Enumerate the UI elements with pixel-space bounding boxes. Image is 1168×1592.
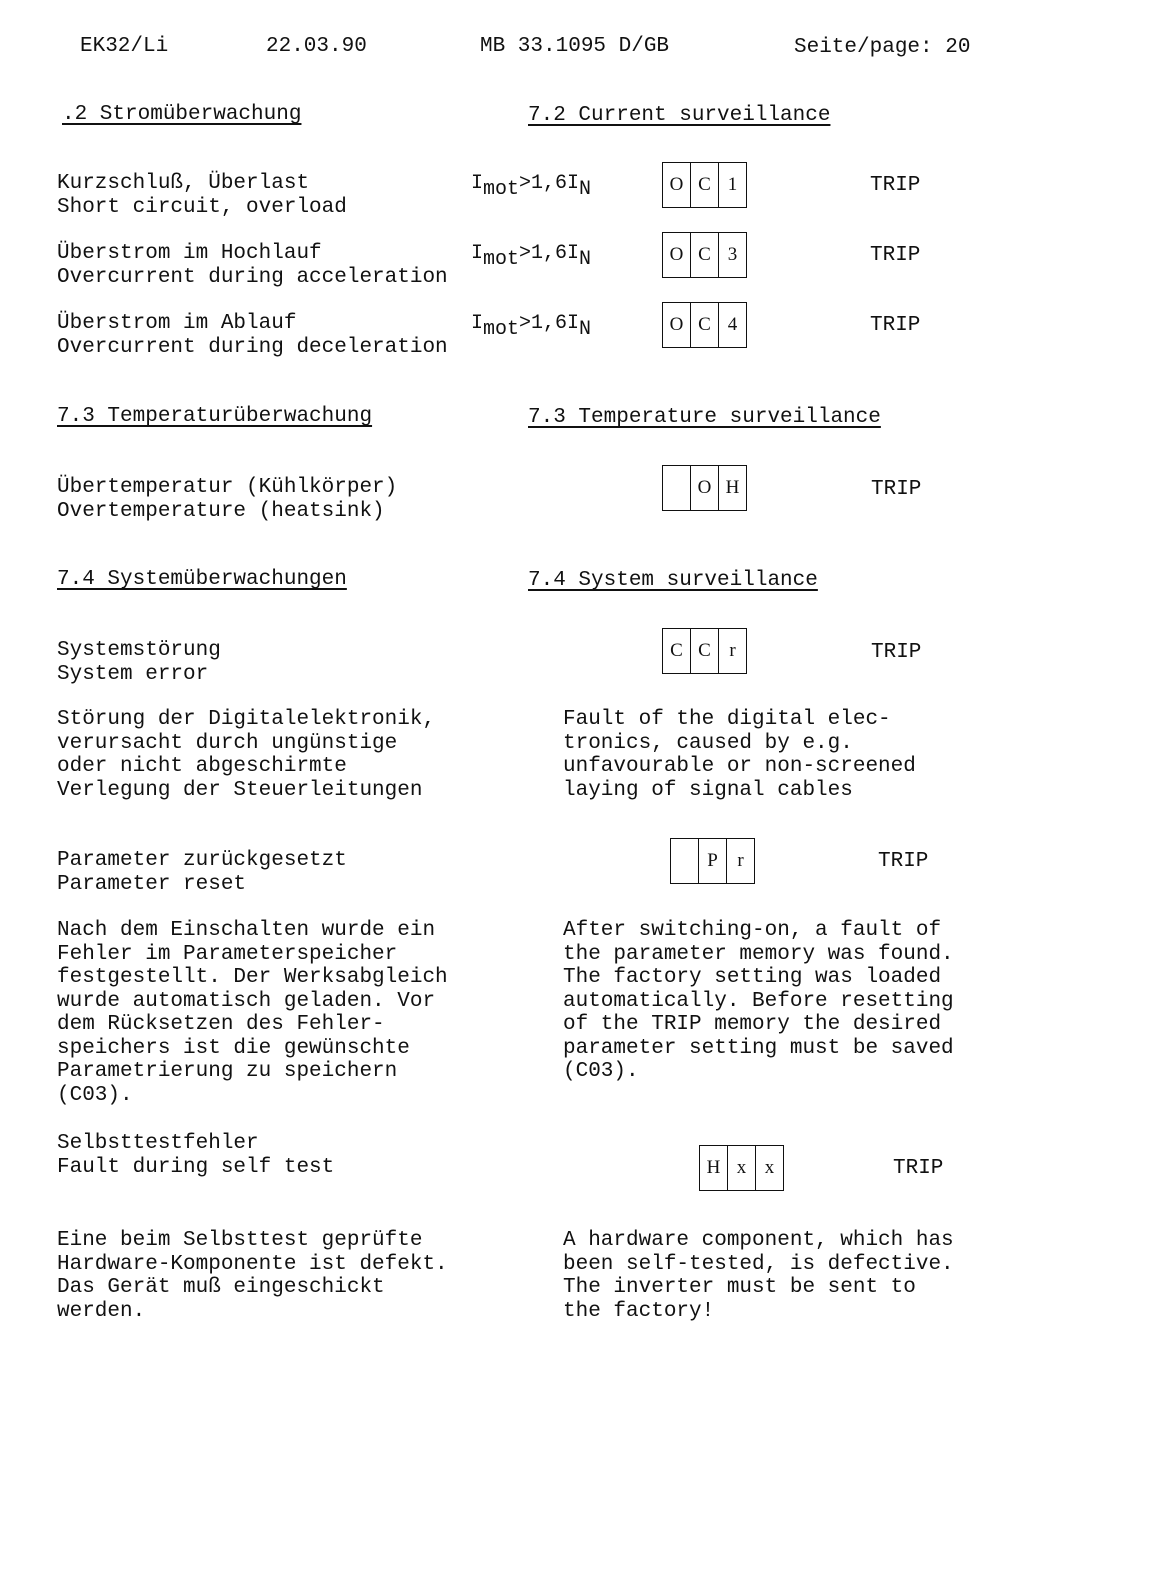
action-label: TRIP <box>870 174 921 197</box>
heading-temperature-de: 7.3 Temperaturüberwachung <box>57 405 373 428</box>
description-de: Eine beim Selbsttest geprüfte Hardware-Komponente ist defekt. Das Gerät muß eingeschickt werden. <box>57 1229 448 1323</box>
error-code-display <box>662 302 747 348</box>
heading-system-de: 7.4 Systemüberwachungen <box>57 568 347 591</box>
code-digit: C <box>691 233 719 277</box>
action-label: TRIP <box>870 314 921 337</box>
code-digit: r <box>737 850 744 871</box>
code-digit: H <box>725 477 740 498</box>
code-digit: P <box>699 839 727 883</box>
error-code-display <box>662 628 747 674</box>
label-en: Overtemperature (heatsink) <box>57 500 385 523</box>
description-de: Störung der Digitalelektronik, verursacht durch ungünstige oder nicht abgeschirmte Verlegung der Steuerleitungen <box>57 708 436 802</box>
description-en: Fault of the digital elec- tronics, caused by e.g. unfavourable or non-screened laying of signal cables <box>563 708 916 802</box>
code-digit: C <box>663 629 691 673</box>
code-digit <box>663 466 691 510</box>
heading-system-en: 7.4 System surveillance <box>528 569 818 592</box>
code-digit: C <box>691 303 719 347</box>
label-en: Parameter reset <box>57 873 247 896</box>
description-de: Nach dem Einschalten wurde ein Fehler im Parameterspeicher festgestellt. Der Werksabgleich wurde automatisch geladen. Vor dem Rücksetzen des Fehler- speichers ist die gewünschte Parametrierung zu speichern (C03). <box>57 919 448 1107</box>
code-digit: H <box>700 1146 728 1190</box>
label-de: Überstrom im Hochlauf <box>57 242 322 265</box>
label-en: Fault during self test <box>57 1156 335 1179</box>
code-digit: O <box>663 303 691 347</box>
action-label: TRIP <box>871 641 922 664</box>
label-en: System error <box>57 663 209 686</box>
label-en: Short circuit, overload <box>57 196 347 219</box>
error-code-display <box>662 232 747 278</box>
error-code-display <box>699 1145 784 1191</box>
code-digit: O <box>691 466 719 510</box>
code-digit: 1 <box>727 174 738 195</box>
current-formula: $I_{mot}>1,6I_N$ <box>471 172 592 201</box>
action-label: TRIP <box>871 478 922 501</box>
heading-current-en: 7.2 Current surveillance <box>528 104 831 127</box>
current-formula: $I_{mot}>1,6I_N$ <box>471 312 592 341</box>
error-code-display <box>670 838 755 884</box>
code-digit: C <box>691 163 719 207</box>
action-label: TRIP <box>893 1157 944 1180</box>
label-de: Überstrom im Ablauf <box>57 312 297 335</box>
description-en: A hardware component, which has been self-tested, is defective. The inverter must be sent to the factory! <box>563 1229 954 1323</box>
code-digit <box>671 839 699 883</box>
error-code-display <box>662 465 747 511</box>
label-de: Kurzschluß, Überlast <box>57 172 310 195</box>
current-formula: $I_{mot}>1,6I_N$ <box>471 242 592 271</box>
label-en: Overcurrent during deceleration <box>57 336 448 359</box>
page-number: Seite/page: 20 <box>794 36 971 59</box>
doc-code: EK32/Li <box>80 35 169 58</box>
label-en: Overcurrent during acceleration <box>57 266 448 289</box>
code-digit: O <box>663 233 691 277</box>
heading-temperature-en: 7.3 Temperature surveillance <box>528 406 881 429</box>
code-digit: O <box>663 163 691 207</box>
description-en: After switching-on, a fault of the parameter memory was found. The factory setting was loaded automatically. Before resetting of the TRIP memory the desired parameter setting must be saved (C03). <box>563 919 954 1083</box>
code-digit: 4 <box>727 314 738 335</box>
heading-current-de: .2 Stromüberwachung <box>62 103 302 126</box>
label-de: Parameter zurückgesetzt <box>57 849 347 872</box>
code-digit: x <box>728 1146 756 1190</box>
label-de: Übertemperatur (Kühlkörper) <box>57 476 398 499</box>
label-de: Systemstörung <box>57 639 221 662</box>
code-digit: r <box>729 640 736 661</box>
action-label: TRIP <box>878 850 929 873</box>
code-digit: x <box>764 1157 775 1178</box>
doc-number: MB 33.1095 D/GB <box>480 35 670 58</box>
action-label: TRIP <box>870 244 921 267</box>
code-digit: 3 <box>727 244 738 265</box>
error-code-display <box>662 162 747 208</box>
label-de: Selbsttestfehler <box>57 1132 259 1155</box>
code-digit: C <box>691 629 719 673</box>
doc-date: 22.03.90 <box>266 35 367 58</box>
